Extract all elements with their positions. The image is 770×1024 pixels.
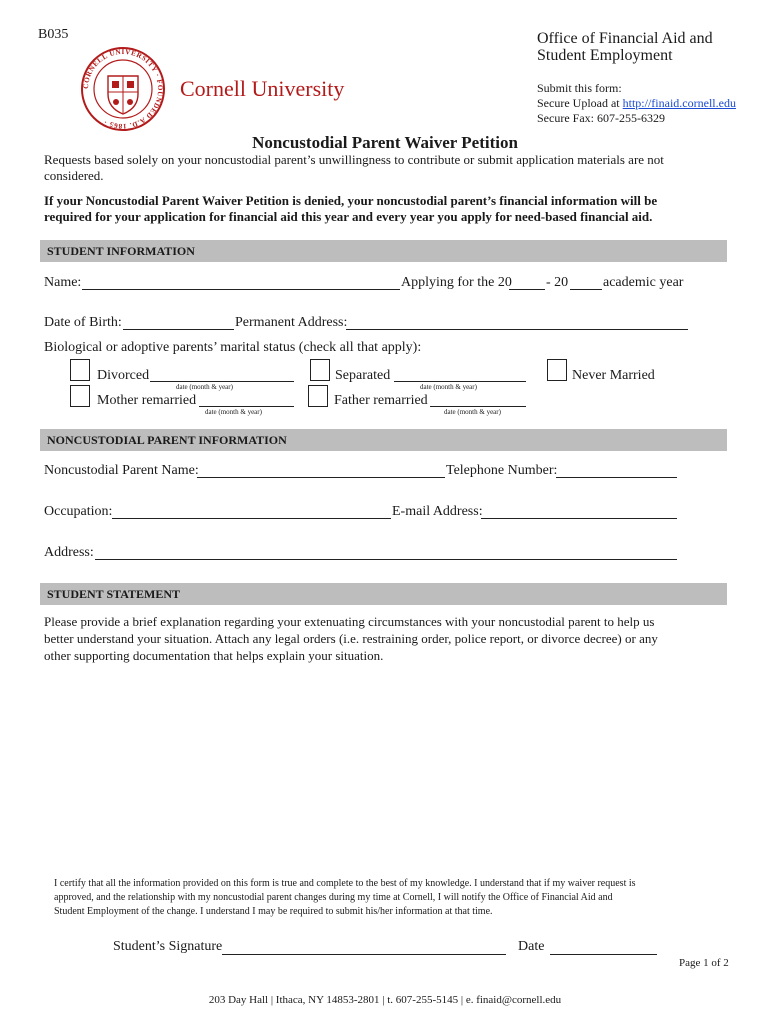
cornell-seal-logo [80, 46, 166, 132]
finaid-link[interactable]: http://finaid.cornell.edu [622, 96, 736, 110]
mother-remarried-checkbox[interactable] [70, 385, 90, 407]
academic-year-label: academic year [603, 275, 684, 290]
dob-field[interactable] [123, 329, 234, 330]
telephone-field[interactable] [556, 477, 677, 478]
intro-line2: considered. [44, 168, 104, 183]
separated-checkbox[interactable] [310, 359, 330, 381]
address-field[interactable] [95, 559, 677, 560]
father-remarried-checkbox[interactable] [308, 385, 328, 407]
cornell-wordmark: Cornell University [180, 76, 345, 101]
separated-date-hint: date (month & year) [420, 383, 477, 391]
intro-bold-line2: required for your application for financial aid this year and every year you apply for need-based financial aid. [44, 209, 653, 224]
permanent-address-field[interactable] [346, 329, 688, 330]
marital-status-label: Biological or adoptive parents’ marital status (check all that apply): [44, 340, 422, 355]
office-name-line2: Student Employment [537, 47, 673, 64]
intro-line1: Requests based solely on your noncustodial parent’s unwillingness to contribute or submit application materials are not [44, 152, 664, 167]
name-label: Name: [44, 275, 82, 290]
divorced-date-field[interactable] [150, 381, 294, 382]
never-married-label: Never Married [572, 368, 655, 383]
noncustodial-information-header: NONCUSTODIAL PARENT INFORMATION [40, 429, 727, 451]
email-label: E-mail Address: [392, 504, 483, 519]
svg-text:CORNELL UNIVERSITY · FOUNDED A: CORNELL UNIVERSITY · FOUNDED A.D. 1865 · [81, 47, 165, 131]
email-field[interactable] [481, 518, 677, 519]
mother-remarried-date-field[interactable] [199, 406, 294, 407]
statement-instructions-line3: other supporting documentation that helps explain your situation. [44, 648, 384, 663]
submit-label: Submit this form: [537, 81, 622, 95]
telephone-label: Telephone Number: [446, 463, 558, 478]
permanent-address-label: Permanent Address: [235, 315, 348, 330]
applying-label: Applying for the 20 [401, 275, 512, 290]
divorced-date-hint: date (month & year) [176, 383, 233, 391]
mother-remarried-label: Mother remarried [97, 393, 197, 408]
intro-bold-line1: If your Noncustodial Parent Waiver Petition is denied, your noncustodial parent’s financial information will be [44, 193, 658, 208]
certification-line2: approved, and the relationship with my noncustodial parent changes during my time at Cornell, I will notify the Office of Financial Aid and [54, 892, 613, 903]
signature-label: Student’s Signature [113, 939, 223, 954]
student-statement-header: STUDENT STATEMENT [40, 583, 727, 605]
footer-contact: 203 Day Hall | Ithaca, NY 14853-2801 | t. 607-255-5145 | e. finaid@cornell.edu [208, 994, 562, 1006]
divorced-checkbox[interactable] [70, 359, 90, 381]
page-number: Page 1 of 2 [679, 957, 729, 969]
certification-line1: I certify that all the information provided on this form is true and complete to the best of my knowledge. I understand that if my waiver request is [54, 878, 636, 889]
occupation-label: Occupation: [44, 504, 113, 519]
date-label: Date [518, 939, 545, 954]
statement-instructions-line2: better understand your situation. Attach any legal orders (i.e. restraining order, police report, or divorce decree) or any [44, 631, 658, 646]
student-name-field[interactable] [82, 289, 400, 290]
separated-label: Separated [335, 368, 391, 383]
dob-label: Date of Birth: [44, 315, 122, 330]
form-code: B035 [38, 27, 69, 42]
secure-upload-label: Secure Upload at [537, 96, 623, 110]
address-label: Address: [44, 545, 94, 560]
year-start-field[interactable] [509, 289, 545, 290]
secure-upload-line [537, 96, 736, 111]
occupation-field[interactable] [112, 518, 391, 519]
never-married-checkbox[interactable] [547, 359, 567, 381]
student-statement-textarea[interactable] [44, 668, 724, 864]
mother-remarried-date-hint: date (month & year) [205, 408, 262, 416]
noncustodial-name-field[interactable] [197, 477, 445, 478]
page-title: Noncustodial Parent Waiver Petition [252, 133, 518, 152]
year-end-field[interactable] [570, 289, 602, 290]
signature-date-field[interactable] [550, 954, 657, 955]
noncustodial-name-label: Noncustodial Parent Name: [44, 463, 199, 478]
father-remarried-label: Father remarried [334, 393, 428, 408]
certification-line3: Student Employment of the change. I understand I may be required to submit his/her information at that time. [54, 906, 493, 917]
secure-fax: Secure Fax: 607-255-6329 [537, 111, 665, 125]
divorced-label: Divorced [97, 368, 150, 383]
office-name-line1: Office of Financial Aid and [537, 30, 713, 47]
separated-date-field[interactable] [394, 381, 526, 382]
father-remarried-date-hint: date (month & year) [444, 408, 501, 416]
statement-instructions-line1: Please provide a brief explanation regarding your extenuating circumstances with your noncustodial parent to help us [44, 614, 655, 629]
signature-field[interactable] [222, 954, 506, 955]
student-information-header: STUDENT INFORMATION [40, 240, 727, 262]
father-remarried-date-field[interactable] [430, 406, 526, 407]
dash-20-label: - 20 [546, 275, 569, 290]
